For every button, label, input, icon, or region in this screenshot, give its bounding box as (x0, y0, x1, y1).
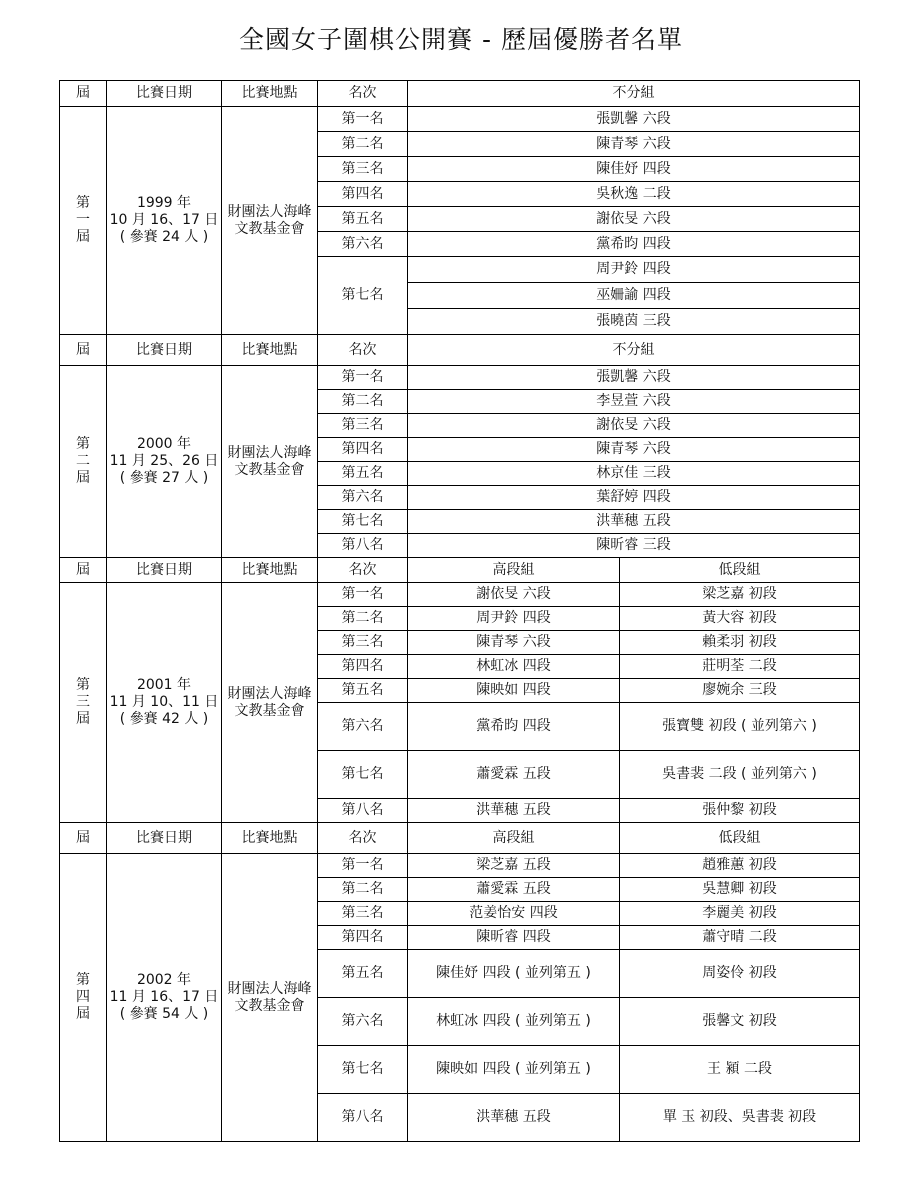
low-group-winner: 梁芝嘉 初段 (620, 583, 860, 607)
session-label-char: 第 (76, 972, 90, 988)
rank-label: 第一名 (318, 366, 408, 390)
low-group-winner: 張仲黎 初段 (620, 799, 860, 823)
high-group-winner: 陳映如 四段 (408, 679, 620, 703)
header-open-group: 不分組 (408, 81, 860, 107)
high-group-winner: 洪華穗 五段 (408, 1094, 620, 1142)
winner-cell: 洪華穗 五段 (408, 510, 860, 534)
high-group-winner: 陳青琴 六段 (408, 631, 620, 655)
winner-cell: 葉舒婷 四段 (408, 486, 860, 510)
header-session: 屆 (60, 81, 107, 107)
rank-label: 第三名 (318, 414, 408, 438)
rank-label: 第三名 (318, 902, 408, 926)
low-group-winner: 蕭守晴 二段 (620, 926, 860, 950)
page-title: 全國女子圍棋公開賽 - 歷屆優勝者名單 (239, 25, 683, 54)
rank-label: 第七名 (318, 1046, 408, 1094)
low-group-winner: 廖婉余 三段 (620, 679, 860, 703)
session-label-char: 第 (76, 436, 90, 452)
rank-label: 第六名 (318, 703, 408, 751)
high-group-winner: 陳昕睿 四段 (408, 926, 620, 950)
rank-label: 第五名 (318, 950, 408, 998)
high-group-winner: 謝依旻 六段 (408, 583, 620, 607)
rank-row (60, 583, 860, 607)
winners-table (59, 80, 860, 1142)
winner-cell: 張曉茵 三段 (408, 309, 860, 335)
session-label (60, 366, 107, 558)
high-group-winner: 林虹冰 四段 ( 並列第五 ) (408, 998, 620, 1046)
date-line: ( 參賽 42 人 ) (119, 711, 209, 727)
rank-label: 第二名 (318, 607, 408, 631)
date-line: 11 月 10、11 日 (109, 694, 219, 710)
low-group-winner: 單 玉 初段、吳書裴 初段 (620, 1094, 860, 1142)
venue-line: 文教基金會 (234, 997, 305, 1014)
header-session: 屆 (60, 335, 107, 366)
rank-label: 第七名 (318, 257, 408, 335)
session-label (60, 854, 107, 1142)
session-label-char: 第 (76, 195, 90, 211)
high-group-winner: 陳映如 四段 ( 並列第五 ) (408, 1046, 620, 1094)
date-line: 2000 年 (136, 436, 192, 452)
low-group-winner: 李麗美 初段 (620, 902, 860, 926)
header-high-group: 高段組 (408, 823, 620, 854)
competition-venue (222, 366, 318, 558)
low-group-winner: 吳書裴 二段 ( 並列第六 ) (620, 751, 860, 799)
rank-label: 第六名 (318, 486, 408, 510)
header-session: 屆 (60, 558, 107, 583)
session-label-char: 屆 (76, 470, 90, 486)
date-line: 10 月 16、17 日 (109, 212, 219, 228)
date-line: 2002 年 (136, 972, 192, 988)
rank-label: 第二名 (318, 878, 408, 902)
venue-line: 財團法人海峰 (227, 685, 312, 702)
high-group-winner: 林虹冰 四段 (408, 655, 620, 679)
high-group-winner: 梁芝嘉 五段 (408, 854, 620, 878)
session-label-char: 四 (76, 989, 90, 1005)
header-row (60, 823, 860, 854)
session-label-char: 屆 (76, 229, 90, 245)
winner-cell: 謝依旻 六段 (408, 207, 860, 232)
rank-label: 第六名 (318, 998, 408, 1046)
rank-row (60, 854, 860, 878)
low-group-winner: 張馨文 初段 (620, 998, 860, 1046)
venue-line: 財團法人海峰 (227, 980, 312, 997)
rank-label: 第五名 (318, 462, 408, 486)
rank-label: 第四名 (318, 438, 408, 462)
rank-label: 第一名 (318, 583, 408, 607)
low-group-winner: 莊明荃 二段 (620, 655, 860, 679)
session-label-char: 屆 (76, 1006, 90, 1022)
header-date: 比賽日期 (107, 823, 222, 854)
winner-cell: 張凱馨 六段 (408, 107, 860, 132)
rank-label: 第八名 (318, 534, 408, 558)
winner-cell: 張凱馨 六段 (408, 366, 860, 390)
winner-cell: 巫姍諭 四段 (408, 283, 860, 309)
rank-label: 第二名 (318, 390, 408, 414)
rank-label: 第四名 (318, 655, 408, 679)
rank-label: 第二名 (318, 132, 408, 157)
rank-label: 第三名 (318, 157, 408, 182)
rank-label: 第五名 (318, 679, 408, 703)
winner-cell: 李昱萱 六段 (408, 390, 860, 414)
header-venue: 比賽地點 (222, 558, 318, 583)
competition-date (107, 583, 222, 823)
rank-label: 第八名 (318, 799, 408, 823)
low-group-winner: 周姿伶 初段 (620, 950, 860, 998)
rank-label: 第一名 (318, 107, 408, 132)
low-group-winner: 賴柔羽 初段 (620, 631, 860, 655)
high-group-winner: 范姜怡安 四段 (408, 902, 620, 926)
date-line: 2001 年 (136, 677, 192, 693)
rank-label: 第四名 (318, 182, 408, 207)
high-group-winner: 蕭愛霖 五段 (408, 751, 620, 799)
session-label-char: 一 (76, 212, 90, 228)
header-high-group: 高段組 (408, 558, 620, 583)
header-row (60, 81, 860, 107)
winner-cell: 陳青琴 六段 (408, 132, 860, 157)
header-row (60, 558, 860, 583)
session-label (60, 107, 107, 335)
date-line: 1999 年 (136, 195, 192, 211)
winner-cell: 陳青琴 六段 (408, 438, 860, 462)
header-rank: 名次 (318, 81, 408, 107)
rank-label: 第五名 (318, 207, 408, 232)
winner-cell: 謝依旻 六段 (408, 414, 860, 438)
high-group-winner: 黨希昀 四段 (408, 703, 620, 751)
rank-label: 第七名 (318, 510, 408, 534)
rank-label: 第三名 (318, 631, 408, 655)
competition-venue (222, 854, 318, 1142)
winner-cell: 吳秋逸 二段 (408, 182, 860, 207)
high-group-winner: 洪華穗 五段 (408, 799, 620, 823)
competition-venue (222, 583, 318, 823)
low-group-winner: 吳慧卿 初段 (620, 878, 860, 902)
rank-label: 第一名 (318, 854, 408, 878)
date-line: ( 參賽 24 人 ) (119, 229, 209, 245)
winner-cell: 林京佳 三段 (408, 462, 860, 486)
header-date: 比賽日期 (107, 81, 222, 107)
header-venue: 比賽地點 (222, 335, 318, 366)
session-label (60, 583, 107, 823)
competition-date (107, 366, 222, 558)
session-label-char: 二 (76, 453, 90, 469)
date-line: 11 月 25、26 日 (109, 453, 219, 469)
rank-label: 第八名 (318, 1094, 408, 1142)
high-group-winner: 蕭愛霖 五段 (408, 878, 620, 902)
venue-line: 文教基金會 (234, 461, 305, 478)
high-group-winner: 陳佳妤 四段 ( 並列第五 ) (408, 950, 620, 998)
date-line: ( 參賽 54 人 ) (119, 1006, 209, 1022)
rank-row (60, 107, 860, 132)
winner-cell: 陳昕睿 三段 (408, 534, 860, 558)
header-row (60, 335, 860, 366)
venue-line: 財團法人海峰 (227, 203, 312, 220)
competition-venue (222, 107, 318, 335)
header-venue: 比賽地點 (222, 823, 318, 854)
rank-label: 第七名 (318, 751, 408, 799)
session-label-char: 三 (76, 694, 90, 710)
session-label-char: 第 (76, 677, 90, 693)
low-group-winner: 張寶雙 初段 ( 並列第六 ) (620, 703, 860, 751)
header-low-group: 低段組 (620, 558, 860, 583)
high-group-winner: 周尹鈴 四段 (408, 607, 620, 631)
header-venue: 比賽地點 (222, 81, 318, 107)
header-date: 比賽日期 (107, 335, 222, 366)
venue-line: 文教基金會 (234, 702, 305, 719)
header-date: 比賽日期 (107, 558, 222, 583)
winner-cell: 黨希昀 四段 (408, 232, 860, 257)
rank-label: 第六名 (318, 232, 408, 257)
low-group-winner: 黃大容 初段 (620, 607, 860, 631)
date-line: ( 參賽 27 人 ) (119, 470, 209, 486)
rank-row (60, 366, 860, 390)
competition-date (107, 107, 222, 335)
session-label-char: 屆 (76, 711, 90, 727)
winner-cell: 周尹鈴 四段 (408, 257, 860, 283)
low-group-winner: 趙雅蕙 初段 (620, 854, 860, 878)
rank-label: 第四名 (318, 926, 408, 950)
venue-line: 財團法人海峰 (227, 444, 312, 461)
header-low-group: 低段組 (620, 823, 860, 854)
header-rank: 名次 (318, 335, 408, 366)
venue-line: 文教基金會 (234, 220, 305, 237)
competition-date (107, 854, 222, 1142)
winner-cell: 陳佳妤 四段 (408, 157, 860, 182)
date-line: 11 月 16、17 日 (109, 989, 219, 1005)
header-session: 屆 (60, 823, 107, 854)
header-rank: 名次 (318, 823, 408, 854)
low-group-winner: 王 潁 二段 (620, 1046, 860, 1094)
header-open-group: 不分組 (408, 335, 860, 366)
header-rank: 名次 (318, 558, 408, 583)
